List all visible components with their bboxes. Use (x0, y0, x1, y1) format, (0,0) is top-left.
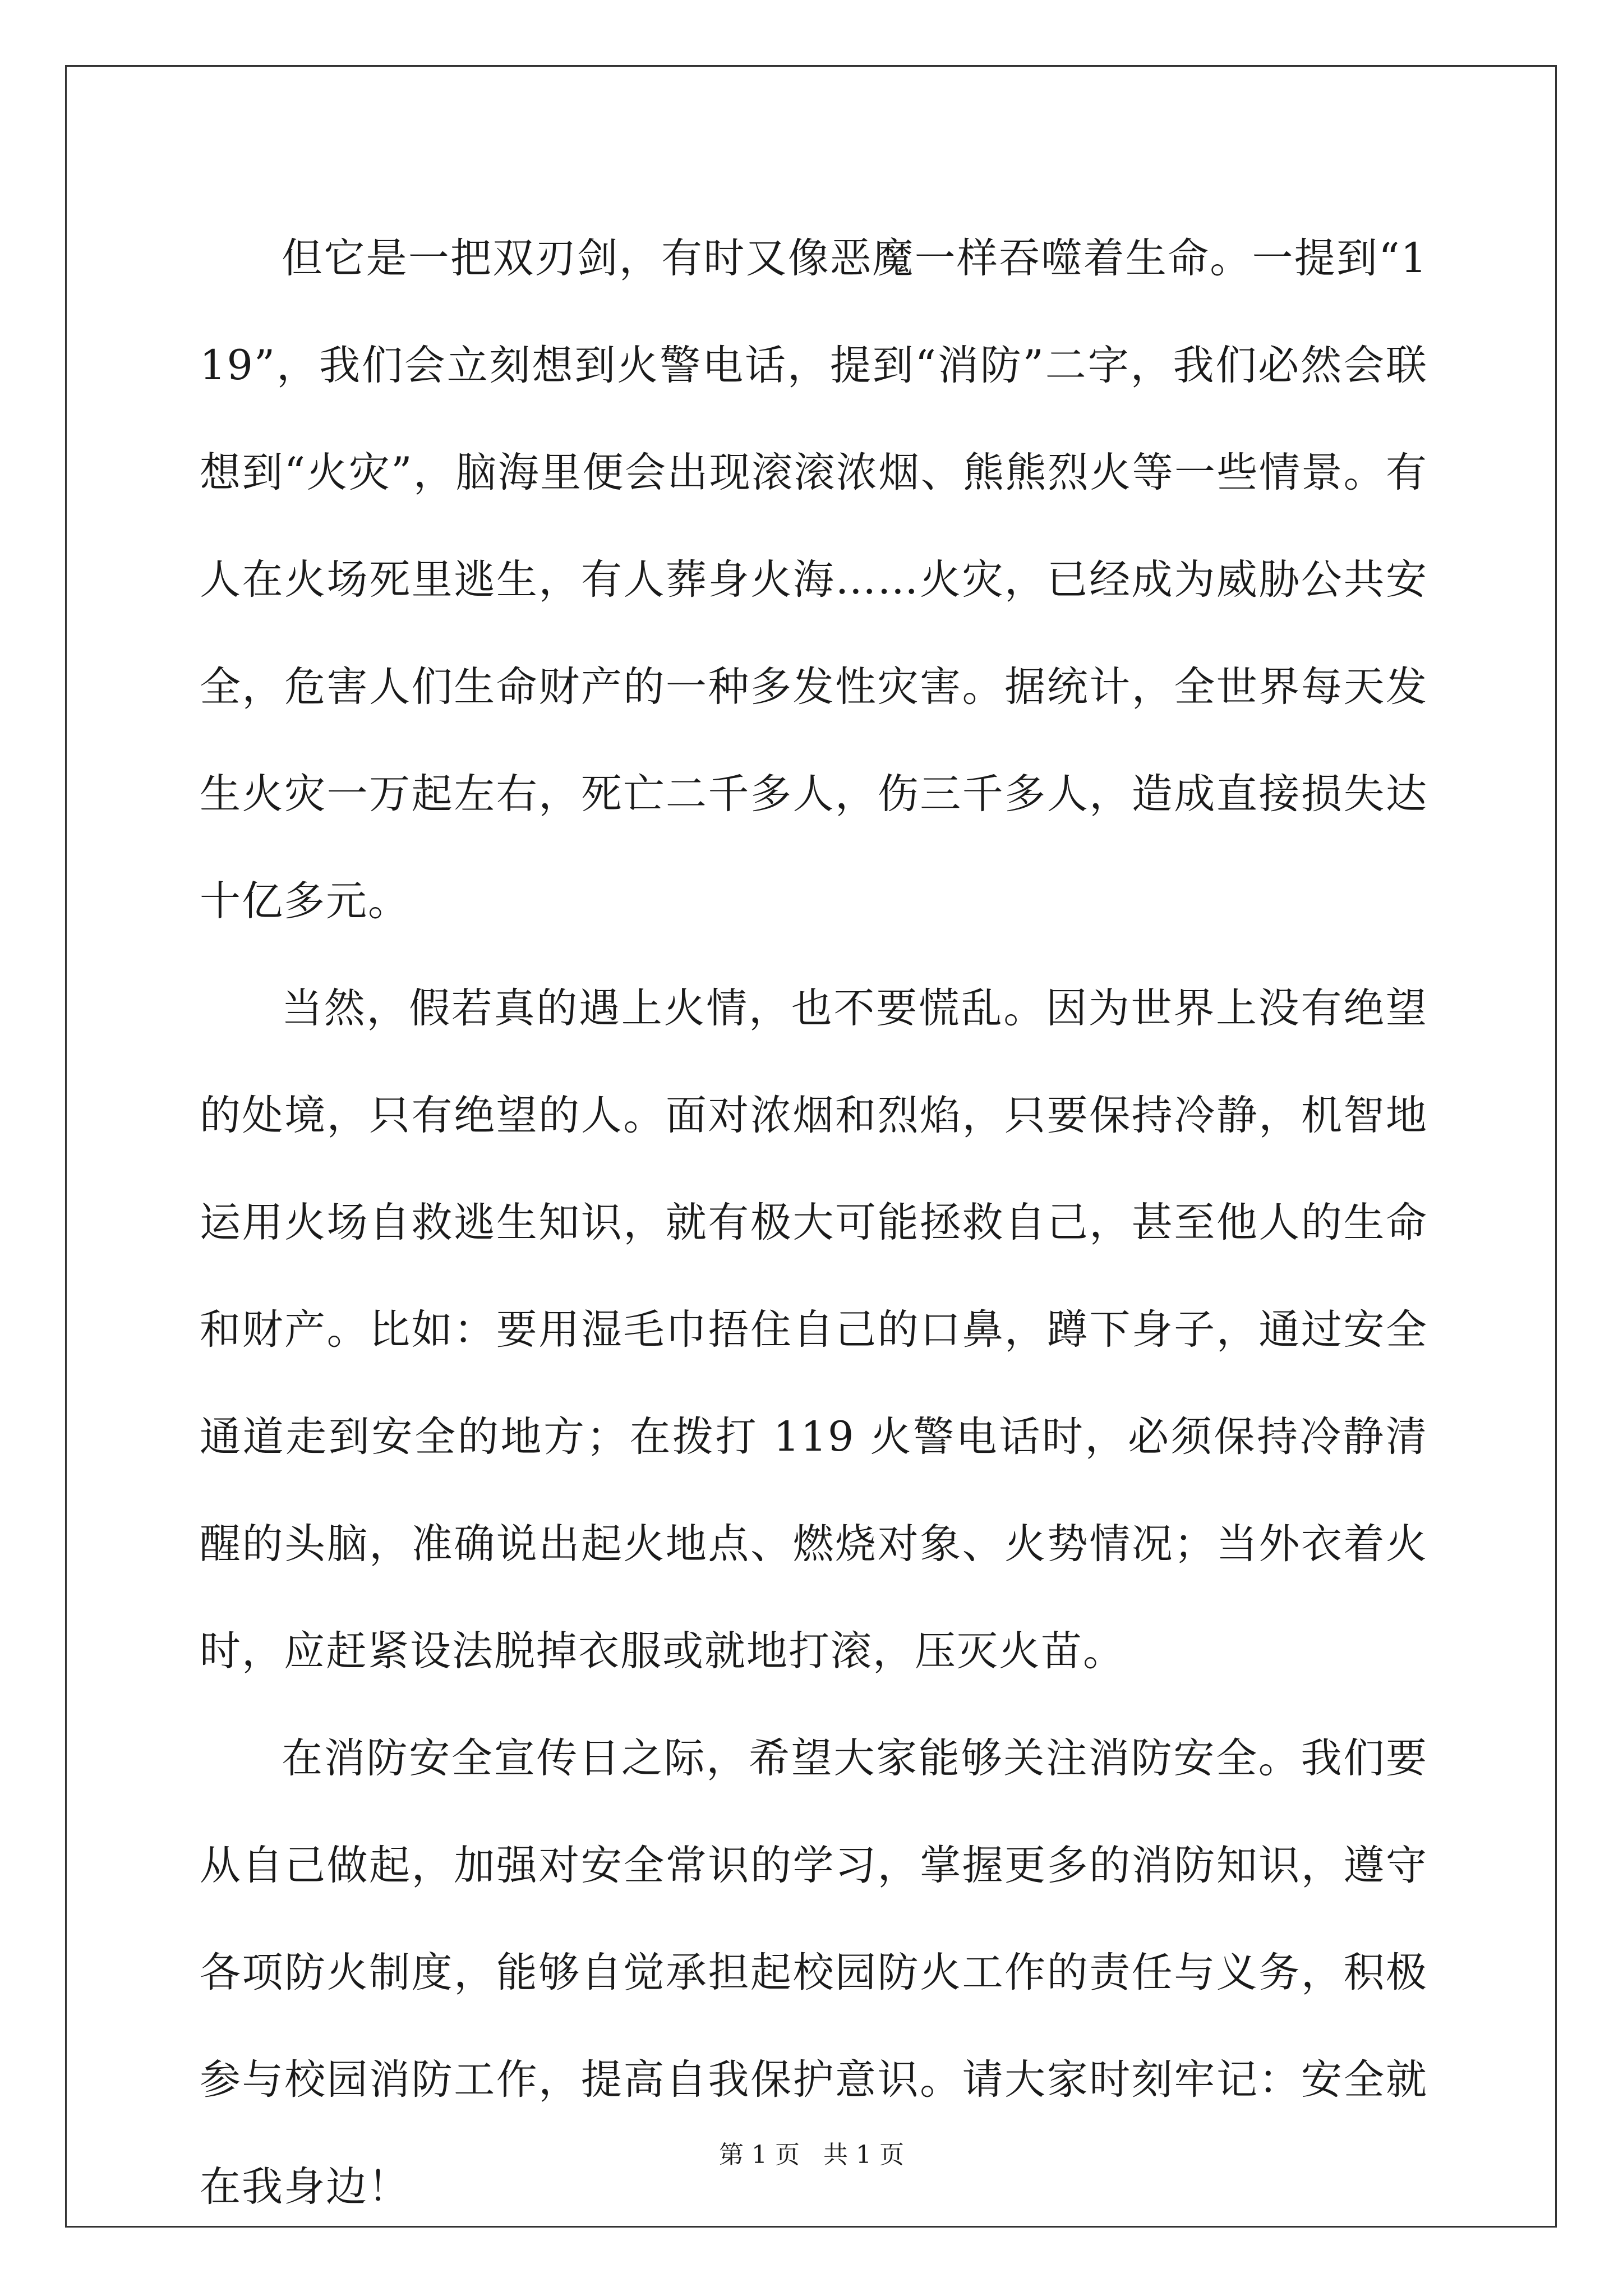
document-body (200, 205, 1428, 2240)
paragraph-3: 在消防安全宣传日之际，希望大家能够关注消防安全。我们要从自己做起，加强对安全常识的学习，掌握更多的消防知识，遵守各项防火制度，能够自觉承担起校园防火工作的责任与义务，积极参与校园消防工作，提高自我保护意识。请大家时刻牢记：安全就在我身边！ (200, 1734, 1428, 2211)
paragraph-2: 当然，假若真的遇上火情，也不要慌乱。因为世界上没有绝望的处境，只有绝望的人。面对浓烟和烈焰，只要保持冷静，机智地运用火场自救逃生知识，就有极大可能拯救自己，甚至他人的生命和财产。比如：要用湿毛巾捂住自己的口鼻，蹲下身子，通过安全通道走到安全的地方；在拨打 119 火警电话时，必须保持冷静清醒的头脑，准确说出起火地点、燃烧对象、火势情况；当外衣着火时，应赶紧设法脱掉衣服或就地打滚，压灭火苗。 (200, 984, 1428, 1675)
paragraph-1: 但它是一把双刃剑，有时又像恶魔一样吞噬着生命。一提到“119”，我们会立刻想到火警电话，提到“消防”二字，我们必然会联想到“火灾”，脑海里便会出现滚滚浓烟、熊熊烈火等一些情景。有人在火场死里逃生，有人葬身火海……火灾，已经成为威胁公共安全，危害人们生命财产的一种多发性灾害。据统计，全世界每天发生火灾一万起左右，死亡二千多人，伤三千多人，造成直接损失达十亿多元。 (200, 234, 1428, 925)
page-number-footer: 第 1 页 共 1 页 (719, 2141, 904, 2169)
